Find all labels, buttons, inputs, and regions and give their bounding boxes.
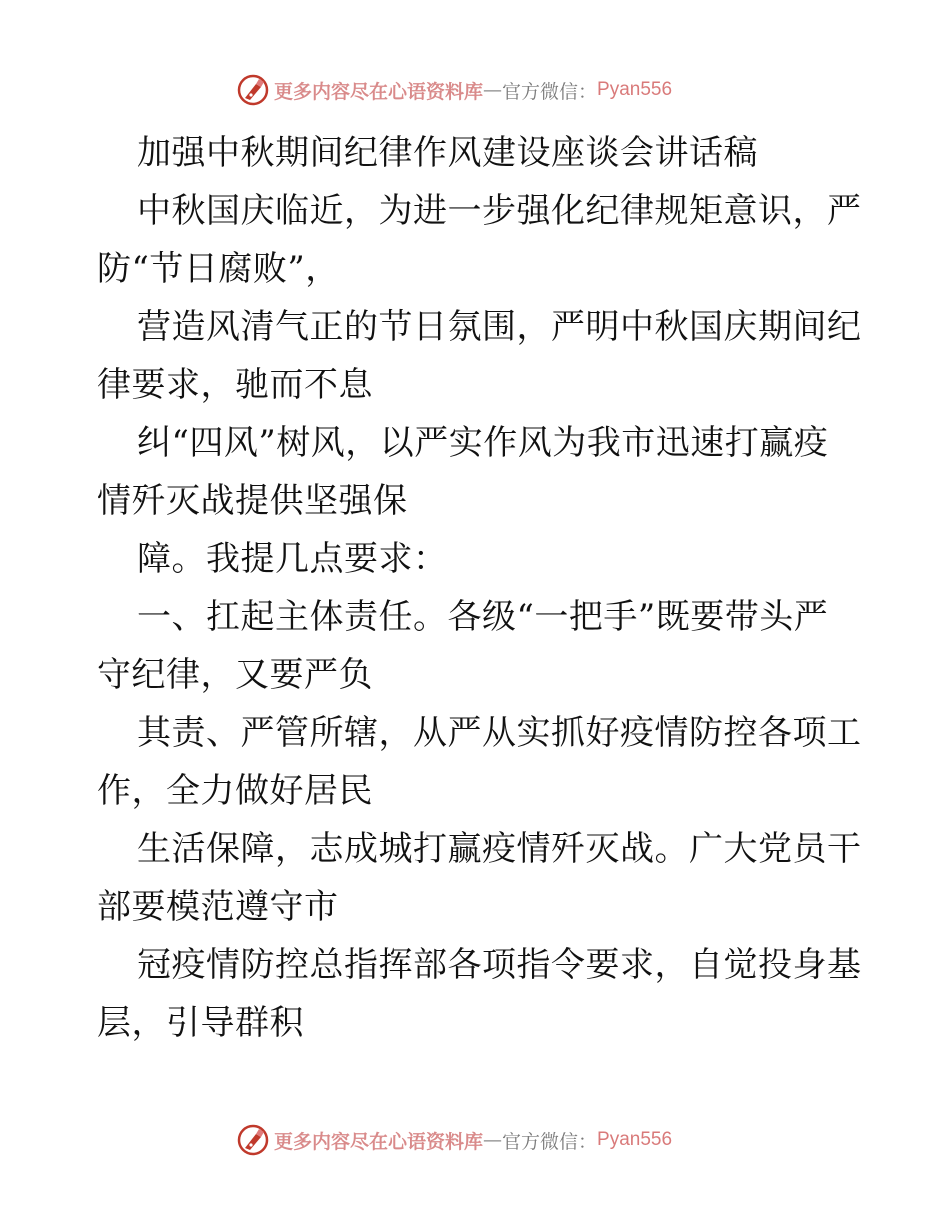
paragraph-line: 部要模范遵守市 (97, 887, 339, 927)
document-title: 加强中秋期间纪律作风建设座谈会讲话稿 (137, 133, 758, 173)
paragraph-line: 作，全力做好居民 (97, 771, 373, 811)
paragraph-line: 障。我提几点要求： (137, 539, 448, 579)
paragraph-line: 生活保障，志成城打赢疫情歼灭战。广大党员干 (137, 829, 862, 869)
paragraph-line: 一、扛起主体责任。各级“一把手”既要带头严 (137, 597, 829, 637)
header-watermark (236, 72, 672, 108)
pen-nib-logo-icon (236, 73, 270, 107)
paragraph-line: 律要求，驰而不息 (97, 365, 373, 405)
watermark-brand: 更多内容尽在心语资料库 (274, 80, 484, 103)
watermark-separator: — (483, 79, 503, 101)
paragraph-line: 营造风清气正的节日氛围，严明中秋国庆期间纪 (137, 307, 862, 347)
pen-nib-logo-icon (236, 1123, 270, 1157)
paragraph-line: 守纪律，又要严负 (97, 655, 373, 695)
watermark-brand: 更多内容尽在心语资料库 (274, 1130, 484, 1153)
paragraph-line: 纠“四风”树风，以严实作风为我市迅速打赢疫 (137, 423, 829, 463)
paragraph-line: 冠疫情防控总指挥部各项指令要求，自觉投身基 (137, 945, 862, 985)
watermark-official-label: 官方微信： (502, 1130, 598, 1153)
paragraph-line: 防“节日腐败”， (97, 249, 340, 289)
paragraph-line: 层，引导群积 (97, 1003, 304, 1043)
document-body (97, 124, 862, 1052)
watermark-account: Pyan556 (597, 1129, 673, 1150)
paragraph-line: 其责、严管所辖，从严从实抓好疫情防控各项工 (137, 713, 862, 753)
watermark-separator: — (483, 1129, 503, 1151)
paragraph-line: 情歼灭战提供坚强保 (97, 481, 408, 521)
watermark-official-label: 官方微信： (502, 80, 598, 103)
paragraph-line: 中秋国庆临近，为进一步强化纪律规矩意识，严 (137, 191, 862, 231)
watermark-account: Pyan556 (597, 79, 673, 100)
footer-watermark (236, 1122, 672, 1158)
